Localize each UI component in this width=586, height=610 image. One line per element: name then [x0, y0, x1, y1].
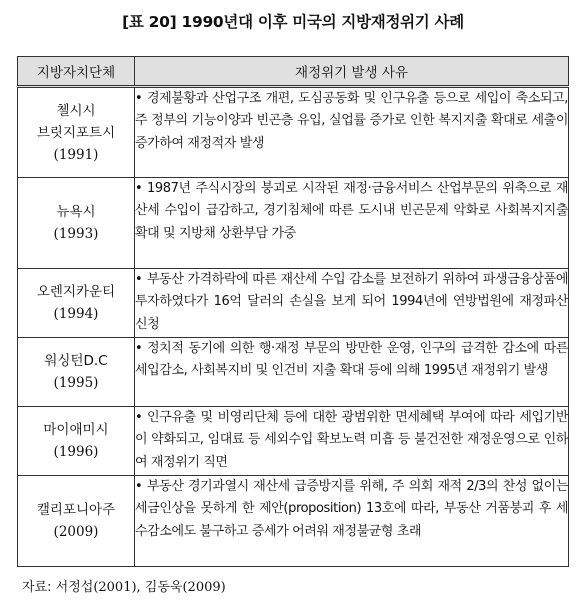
bullet: •: [135, 91, 143, 106]
region-cell: [18, 269, 135, 338]
fiscal-crisis-table: [17, 56, 569, 567]
region-name: 캘리포니아주: [36, 502, 116, 518]
source-citation: 서정섭(2001), 김동욱(2009): [55, 580, 226, 595]
crisis-year: (1993): [53, 226, 99, 242]
region-name: 마이애미시: [43, 422, 109, 438]
header-crisis-reason: 재정위기 발생 사유: [135, 57, 569, 87]
region-name: 오렌지카운티: [36, 284, 116, 300]
crisis-year: (2009): [53, 524, 99, 540]
crisis-year: (1994): [53, 306, 99, 322]
reason-cell: [135, 338, 569, 407]
region-name: 워싱턴D.C: [44, 353, 108, 369]
crisis-year: (1996): [53, 444, 99, 460]
table-row: [18, 178, 569, 269]
region-cell: [18, 178, 135, 269]
bullet: •: [135, 341, 143, 356]
reason-text: 정치적 동기에 의한 행·재정 부문의 방만한 운영, 인구의 급격한 감소에 따른 세입감소, 사회복지비 및 인건비 지출 확대 등에 의해 1995년 재정위기 발생: [135, 341, 568, 379]
table-title: [표 20] 1990년대 이후 미국의 지방재정위기 사례: [122, 13, 464, 31]
table-row: [18, 87, 569, 178]
table-row: [18, 407, 569, 476]
reason-cell: [135, 269, 569, 338]
reason-cell: [135, 87, 569, 178]
crisis-year: (1995): [53, 375, 99, 391]
reason-text: 부동산 가격하락에 따른 재산세 수입 감소를 보전하기 위하여 파생금융상품에 투자하였다가 16억 달러의 손실을 보게 되어 1994년에 연방법원에 재정파산 신청: [135, 272, 568, 332]
bullet: •: [135, 181, 143, 196]
bullet: •: [135, 272, 143, 287]
region-name: 뉴욕시: [56, 204, 96, 220]
table-row: [18, 476, 569, 567]
region-cell: [18, 407, 135, 476]
reason-text: 부동산 경기과열시 재산세 급증방지를 위해, 주 의회 재적 2/3의 찬성 없이는 세금인상을 못하게 한 제안(proposition) 13호에 따라, 부동산 거품붕괴 후 세수감소에도 불구하고 증세가 어려워 재정불균형 초래: [135, 479, 568, 539]
source-note: [22, 576, 226, 595]
region-cell: [18, 87, 135, 178]
source-label: 자료:: [22, 580, 56, 595]
region-name: 브릿지포트시: [36, 124, 116, 141]
reason-cell: [135, 476, 569, 567]
table-row: [18, 338, 569, 407]
reason-text: 경제불황과 산업구조 개편, 도심공동화 및 인구유출 등으로 세입이 축소되고, 주 정부의 기능이양과 빈곤층 유입, 실업률 증가로 인한 복지지출 확대로 세출이 증가하여 재정적자 발생: [135, 91, 568, 151]
table-header-row: [18, 57, 569, 87]
bullet: •: [135, 479, 143, 494]
bullet: •: [135, 410, 143, 425]
region-cell: [18, 338, 135, 407]
reason-text: 1987년 주식시장의 붕괴로 시작된 재정·금융서비스 산업부문의 위축으로 재산세 수입이 급감하고, 경기침체에 따른 도시내 빈곤문제 악화로 사회복지지출 확대 및 지방채 상환부담 가중: [135, 181, 568, 241]
reason-cell: [135, 178, 569, 269]
crisis-year: (1991): [53, 146, 99, 163]
header-local-government: 지방자치단체: [18, 57, 135, 87]
region-name: 첼시시: [56, 102, 96, 119]
reason-text: 인구유출 및 비영리단체 등에 대한 광범위한 면세혜택 부여에 따라 세입기반이 약화되고, 임대료 등 세외수입 확보노력 미흡 등 불건전한 재정운영으로 인하여 재정위기 직면: [135, 410, 568, 470]
table-row: [18, 269, 569, 338]
reason-cell: [135, 407, 569, 476]
region-cell: [18, 476, 135, 567]
